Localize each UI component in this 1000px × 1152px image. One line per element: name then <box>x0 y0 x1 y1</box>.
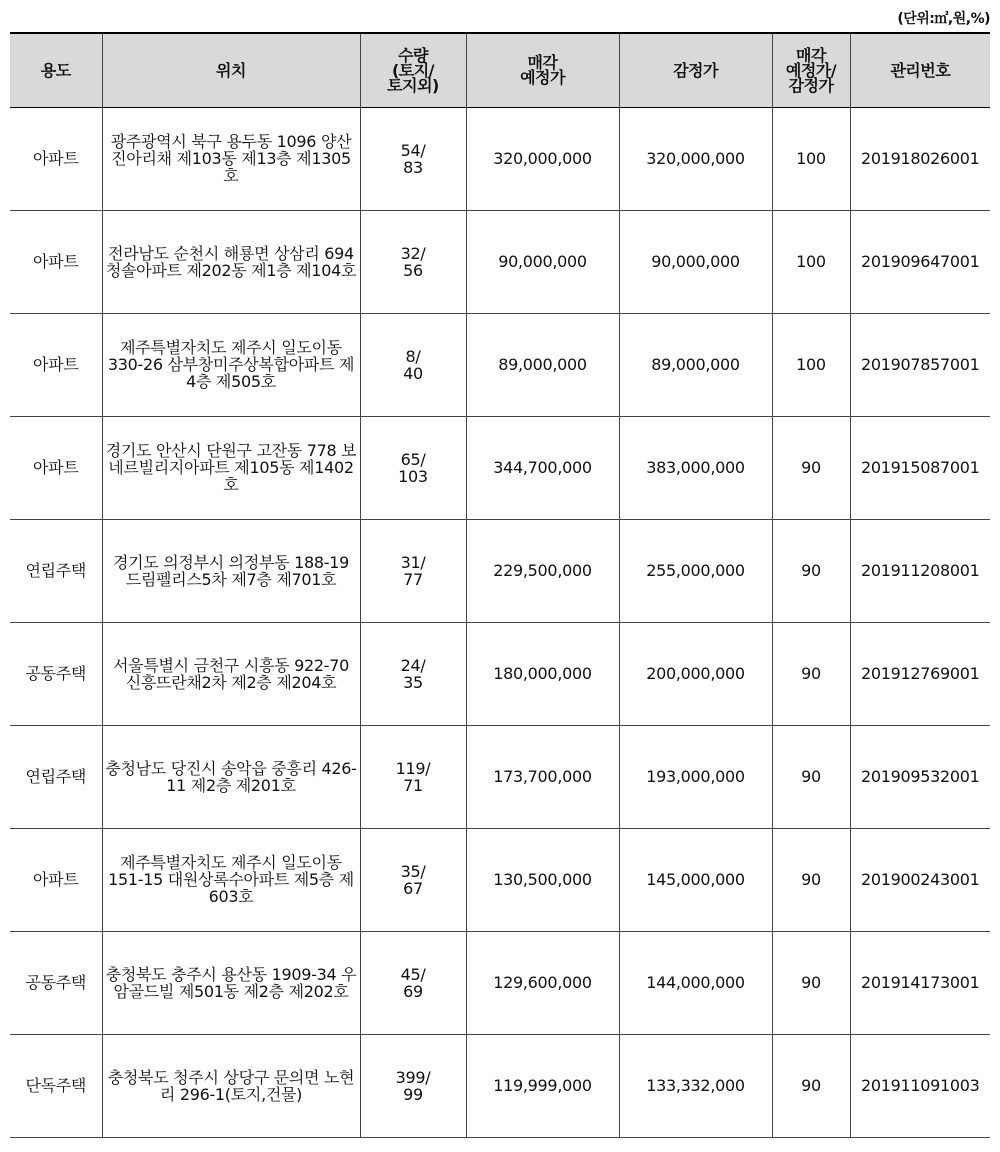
table-row <box>10 519 990 622</box>
property-sale-table <box>10 32 990 1138</box>
cell-quantity-land: 32/ <box>400 243 426 263</box>
cell-quantity <box>360 931 466 1034</box>
cell-ratio: 100 <box>772 210 850 313</box>
cell-mgmt-no: 201914173001 <box>850 931 990 1034</box>
cell-use: 아파트 <box>10 107 102 210</box>
cell-quantity <box>360 416 466 519</box>
cell-quantity-other: 99 <box>403 1084 423 1104</box>
header-sale-price <box>466 33 619 107</box>
header-quantity-line2: (토지/ <box>391 60 435 80</box>
cell-quantity-land: 399/ <box>395 1067 431 1087</box>
table-row <box>10 107 990 210</box>
cell-quantity-other: 69 <box>403 981 423 1001</box>
cell-location: 제주특별자치도 제주시 일도이동 330-26 삼부창미주상복합아파트 제4층 제505호 <box>102 313 360 416</box>
cell-quantity <box>360 622 466 725</box>
cell-appraisal: 200,000,000 <box>619 622 772 725</box>
cell-sale-price: 119,999,000 <box>466 1034 619 1137</box>
cell-mgmt-no: 201915087001 <box>850 416 990 519</box>
cell-mgmt-no: 201911091003 <box>850 1034 990 1137</box>
cell-quantity-land: 8/ <box>405 346 421 366</box>
cell-sale-price: 344,700,000 <box>466 416 619 519</box>
header-quantity <box>360 33 466 107</box>
cell-appraisal: 193,000,000 <box>619 725 772 828</box>
header-ratio <box>772 33 850 107</box>
cell-quantity <box>360 107 466 210</box>
cell-quantity-land: 45/ <box>400 964 426 984</box>
cell-location: 충청남도 당진시 송악읍 중흥리 426-11 제2층 제201호 <box>102 725 360 828</box>
cell-appraisal: 133,332,000 <box>619 1034 772 1137</box>
cell-quantity-land: 65/ <box>400 449 426 469</box>
cell-quantity-land: 35/ <box>400 861 426 881</box>
table-row <box>10 931 990 1034</box>
cell-quantity-other: 40 <box>403 363 423 383</box>
cell-appraisal: 255,000,000 <box>619 519 772 622</box>
cell-mgmt-no: 201907857001 <box>850 313 990 416</box>
cell-sale-price: 90,000,000 <box>466 210 619 313</box>
table-row <box>10 313 990 416</box>
cell-quantity <box>360 519 466 622</box>
cell-appraisal: 144,000,000 <box>619 931 772 1034</box>
unit-note: (단위:㎡,원,%) <box>897 11 990 27</box>
cell-sale-price: 130,500,000 <box>466 828 619 931</box>
cell-use: 연립주택 <box>10 725 102 828</box>
cell-quantity-land: 119/ <box>395 758 431 778</box>
cell-location: 광주광역시 북구 용두동 1096 양산진아리채 제103동 제13층 제1305호 <box>102 107 360 210</box>
cell-sale-price: 320,000,000 <box>466 107 619 210</box>
cell-appraisal: 90,000,000 <box>619 210 772 313</box>
cell-ratio: 90 <box>772 519 850 622</box>
cell-sale-price: 180,000,000 <box>466 622 619 725</box>
cell-appraisal: 320,000,000 <box>619 107 772 210</box>
cell-sale-price: 173,700,000 <box>466 725 619 828</box>
cell-ratio: 90 <box>772 416 850 519</box>
cell-quantity-other: 77 <box>403 569 423 589</box>
cell-location: 경기도 의정부시 의정부동 188-19 드림펠리스5차 제7층 제701호 <box>102 519 360 622</box>
cell-quantity-land: 24/ <box>400 655 426 675</box>
cell-ratio: 90 <box>772 828 850 931</box>
header-quantity-line3: 토지외) <box>387 75 439 95</box>
cell-quantity-other: 83 <box>403 157 423 177</box>
header-sale-price-line1: 매각 <box>527 53 558 73</box>
cell-ratio: 90 <box>772 1034 850 1137</box>
cell-appraisal: 145,000,000 <box>619 828 772 931</box>
cell-use: 아파트 <box>10 828 102 931</box>
table-row <box>10 725 990 828</box>
cell-quantity-other: 67 <box>403 878 423 898</box>
cell-use: 연립주택 <box>10 519 102 622</box>
cell-quantity-other: 35 <box>403 672 423 692</box>
cell-appraisal: 383,000,000 <box>619 416 772 519</box>
header-appraisal: 감정가 <box>619 33 772 107</box>
cell-use: 공동주택 <box>10 931 102 1034</box>
cell-quantity-land: 54/ <box>400 140 426 160</box>
cell-location: 경기도 안산시 단원구 고잔동 778 보네르빌리지아파트 제105동 제1402호 <box>102 416 360 519</box>
table-row <box>10 416 990 519</box>
table-row <box>10 828 990 931</box>
cell-use: 아파트 <box>10 210 102 313</box>
header-use: 용도 <box>10 33 102 107</box>
cell-quantity-other: 71 <box>403 775 423 795</box>
header-sale-price-line2: 예정가 <box>520 68 565 88</box>
cell-ratio: 90 <box>772 622 850 725</box>
cell-quantity-other: 103 <box>398 466 428 486</box>
cell-sale-price: 229,500,000 <box>466 519 619 622</box>
cell-mgmt-no: 201900243001 <box>850 828 990 931</box>
cell-quantity <box>360 725 466 828</box>
cell-mgmt-no: 201909532001 <box>850 725 990 828</box>
cell-quantity-land: 31/ <box>400 552 426 572</box>
cell-mgmt-no: 201912769001 <box>850 622 990 725</box>
cell-quantity <box>360 1034 466 1137</box>
cell-mgmt-no: 201911208001 <box>850 519 990 622</box>
cell-ratio: 100 <box>772 313 850 416</box>
cell-use: 아파트 <box>10 313 102 416</box>
cell-mgmt-no: 201909647001 <box>850 210 990 313</box>
cell-location: 제주특별자치도 제주시 일도이동 151-15 대원상록수아파트 제5층 제603호 <box>102 828 360 931</box>
cell-use: 아파트 <box>10 416 102 519</box>
header-ratio-line2: 예정가/ <box>785 60 837 80</box>
cell-use: 공동주택 <box>10 622 102 725</box>
cell-sale-price: 129,600,000 <box>466 931 619 1034</box>
cell-ratio: 100 <box>772 107 850 210</box>
cell-location: 충청북도 청주시 상당구 문의면 노현리 296-1(토지,건물) <box>102 1034 360 1137</box>
cell-mgmt-no: 201918026001 <box>850 107 990 210</box>
cell-ratio: 90 <box>772 931 850 1034</box>
cell-quantity-other: 56 <box>403 260 423 280</box>
header-ratio-line3: 감정가 <box>788 75 834 95</box>
cell-ratio: 90 <box>772 725 850 828</box>
header-quantity-line1: 수량 <box>398 45 428 65</box>
cell-location: 서울특별시 금천구 시흥동 922-70 신흥뜨란채2차 제2층 제204호 <box>102 622 360 725</box>
cell-sale-price: 89,000,000 <box>466 313 619 416</box>
table-row <box>10 210 990 313</box>
header-ratio-line1: 매각 <box>796 45 826 65</box>
header-mgmt-no: 관리번호 <box>850 33 990 107</box>
cell-use: 단독주택 <box>10 1034 102 1137</box>
header-location: 위치 <box>102 33 360 107</box>
table-row <box>10 622 990 725</box>
cell-location: 전라남도 순천시 해룡면 상삼리 694 청솔아파트 제202동 제1층 제104호 <box>102 210 360 313</box>
cell-location: 충청북도 충주시 용산동 1909-34 우암골드빌 제501동 제2층 제202호 <box>102 931 360 1034</box>
table-row <box>10 1034 990 1137</box>
cell-quantity <box>360 313 466 416</box>
header-row <box>10 33 990 107</box>
cell-quantity <box>360 828 466 931</box>
cell-appraisal: 89,000,000 <box>619 313 772 416</box>
cell-quantity <box>360 210 466 313</box>
